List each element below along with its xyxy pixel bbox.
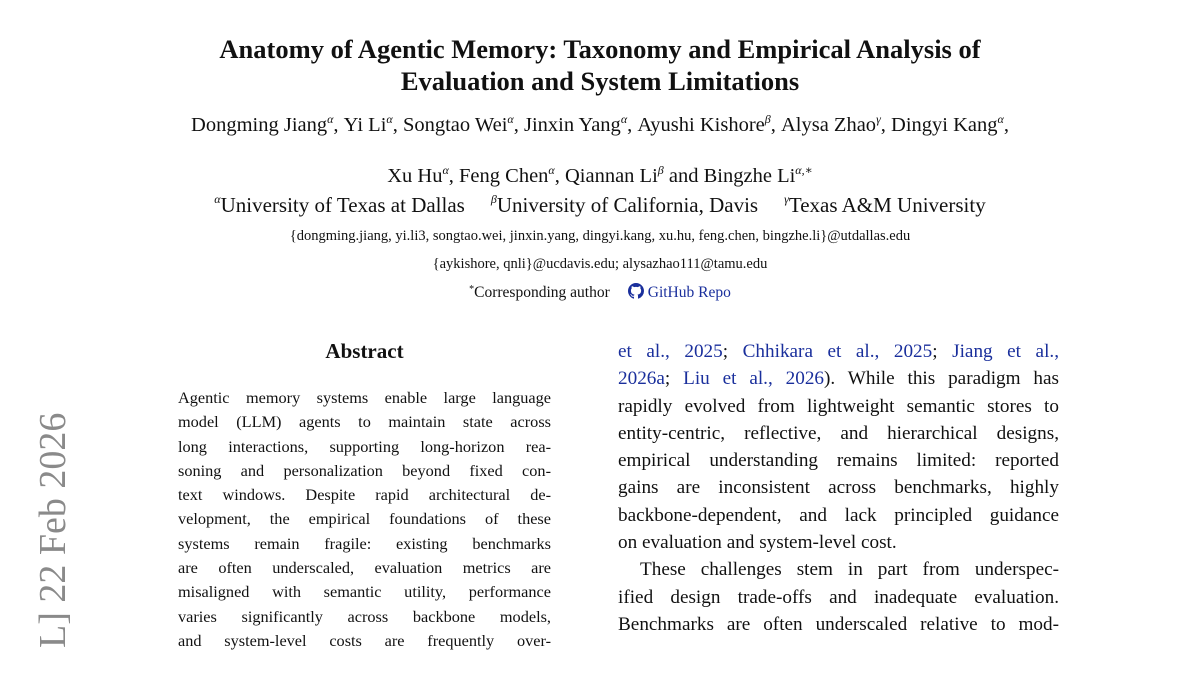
author-affiliation-mark: α xyxy=(442,163,449,177)
affiliation-name: University of California, Davis xyxy=(496,193,759,217)
citation-separator: ; xyxy=(932,341,953,362)
intro-line: Benchmarks are often underscaled relative to mod- xyxy=(618,613,1059,635)
author-affiliation-mark: α xyxy=(507,112,514,126)
arxiv-stamp-text: L] 22 Feb 2026 xyxy=(32,412,74,648)
corresponding-author-label: Corresponding author xyxy=(474,284,610,301)
paper-title xyxy=(0,33,1200,97)
citation-link[interactable]: et al., 2025 xyxy=(618,341,723,362)
author-affiliation-mark: β xyxy=(657,163,664,177)
intro-line: entity-centric, reflective, and hierarchical designs, xyxy=(618,422,1059,444)
abstract-line: and system-level costs are frequently over- xyxy=(178,630,551,650)
affiliation-mark: γ xyxy=(784,192,789,206)
introduction-column xyxy=(618,338,1059,638)
author-separator: , xyxy=(880,114,892,136)
abstract-heading: Abstract xyxy=(325,339,404,363)
paper-title-line-2: Evaluation and System Limitations xyxy=(400,66,800,96)
intro-line: empirical understanding remains limited: reported xyxy=(618,450,1059,472)
citation-link[interactable]: Liu et al., 2026 xyxy=(683,368,825,390)
author-separator: , xyxy=(448,165,460,187)
author-name: Dingyi Kang xyxy=(891,114,998,136)
corresponding-author-note xyxy=(0,283,1200,302)
abstract-line: soning and personalization beyond fixed con- xyxy=(178,460,551,480)
affiliation-name: Texas A&M University xyxy=(788,193,986,217)
intro-text: ). While this paradigm has xyxy=(824,368,1059,390)
author-affiliation-mark: β xyxy=(764,112,771,126)
arxiv-side-stamp xyxy=(33,388,81,678)
author-separator: , xyxy=(770,114,781,136)
author-separator: , xyxy=(554,165,565,187)
author-affiliation-mark: α,∗ xyxy=(795,163,813,177)
author-affiliation-mark: α xyxy=(548,163,555,177)
intro-line: backbone-dependent, and lack principled guidance xyxy=(618,504,1059,526)
paper-title-line-1: Anatomy of Agentic Memory: Taxonomy and Empirical Analysis of xyxy=(219,34,981,64)
author-name: Yi Li xyxy=(343,114,387,136)
intro-line: gains are inconsistent across benchmarks, highly xyxy=(618,477,1059,499)
author-affiliation-mark: α xyxy=(620,112,628,126)
affiliation-list xyxy=(0,192,1200,218)
email-list-line-2: {aykishore, qnli}@ucdavis.edu; alysazhao111@tamu.edu xyxy=(432,256,768,272)
citation-link[interactable]: Chhikara et al., 2025 xyxy=(742,341,933,362)
email-list-line-1: {dongming.jiang, yi.li3, songtao.wei, jinxin.yang, dingyi.kang, xu.hu, feng.chen, bingzhe.li}@utdallas.edu xyxy=(289,228,911,244)
abstract-line: Agentic memory systems enable large language xyxy=(178,388,551,407)
abstract-line: text windows. Despite rapid architectural de- xyxy=(178,485,551,505)
abstract-line: systems remain fragile: existing benchmarks xyxy=(178,533,551,553)
author-name: Jinxin Yang xyxy=(523,114,621,136)
author-list-row-1 xyxy=(0,113,1200,137)
intro-line xyxy=(618,365,1059,392)
github-repo-label: GitHub Repo xyxy=(647,284,731,301)
author-affiliation-mark: α xyxy=(997,112,1004,126)
author-separator: , xyxy=(513,114,524,136)
author-separator: , xyxy=(1003,114,1009,136)
author-affiliation-mark: α xyxy=(386,112,393,126)
author-separator: , xyxy=(627,114,638,136)
abstract-line: misaligned with semantic utility, performance xyxy=(178,582,551,602)
citation-link[interactable]: Jiang et al., xyxy=(952,341,1059,362)
intro-line: ified design trade-offs and inadequate evaluation. xyxy=(618,586,1059,608)
citation-separator: ; xyxy=(722,341,743,362)
author-name: Qiannan Li xyxy=(564,165,658,187)
author-name: Songtao Wei xyxy=(402,114,508,136)
author-affiliation-mark: γ xyxy=(876,112,881,126)
author-separator: and xyxy=(663,165,704,187)
abstract-line: varies significantly across backbone models, xyxy=(178,606,551,626)
author-name: Dongming Jiang xyxy=(191,114,328,136)
intro-line: on evaluation and system-level cost. xyxy=(618,532,897,554)
author-name: Alysa Zhao xyxy=(780,114,877,136)
author-separator: , xyxy=(333,114,344,136)
abstract-line: velopment, the empirical foundations of these xyxy=(178,509,551,529)
abstract-line: long interactions, supporting long-horizon rea- xyxy=(178,436,551,456)
intro-line xyxy=(618,338,1059,365)
author-separator: , xyxy=(392,114,403,136)
abstract-body xyxy=(178,386,551,653)
affiliation-name: University of Texas at Dallas xyxy=(220,193,465,217)
github-repo-link[interactable] xyxy=(628,284,731,301)
author-affiliation-mark: α xyxy=(327,112,334,126)
intro-line: These challenges stem in part from underspec- xyxy=(640,559,1059,581)
author-name: Bingzhe Li xyxy=(703,165,796,187)
author-name: Feng Chen xyxy=(459,165,549,187)
intro-line: rapidly evolved from lightweight semantic stores to xyxy=(618,395,1059,417)
citation-separator: ; xyxy=(664,368,684,390)
author-name: Ayushi Kishore xyxy=(637,114,765,136)
affiliation-mark: β xyxy=(490,192,497,206)
author-name: Xu Hu xyxy=(387,165,443,187)
corresponding-mark: * xyxy=(469,284,475,295)
citation-link[interactable]: 2026a xyxy=(618,368,665,390)
github-icon xyxy=(628,283,644,299)
abstract-line: are often underscaled, evaluation metrics are xyxy=(178,558,551,578)
author-list-row-2 xyxy=(0,164,1200,188)
abstract-line: model (LLM) agents to maintain state across xyxy=(178,412,551,432)
affiliation-mark: α xyxy=(214,192,221,206)
